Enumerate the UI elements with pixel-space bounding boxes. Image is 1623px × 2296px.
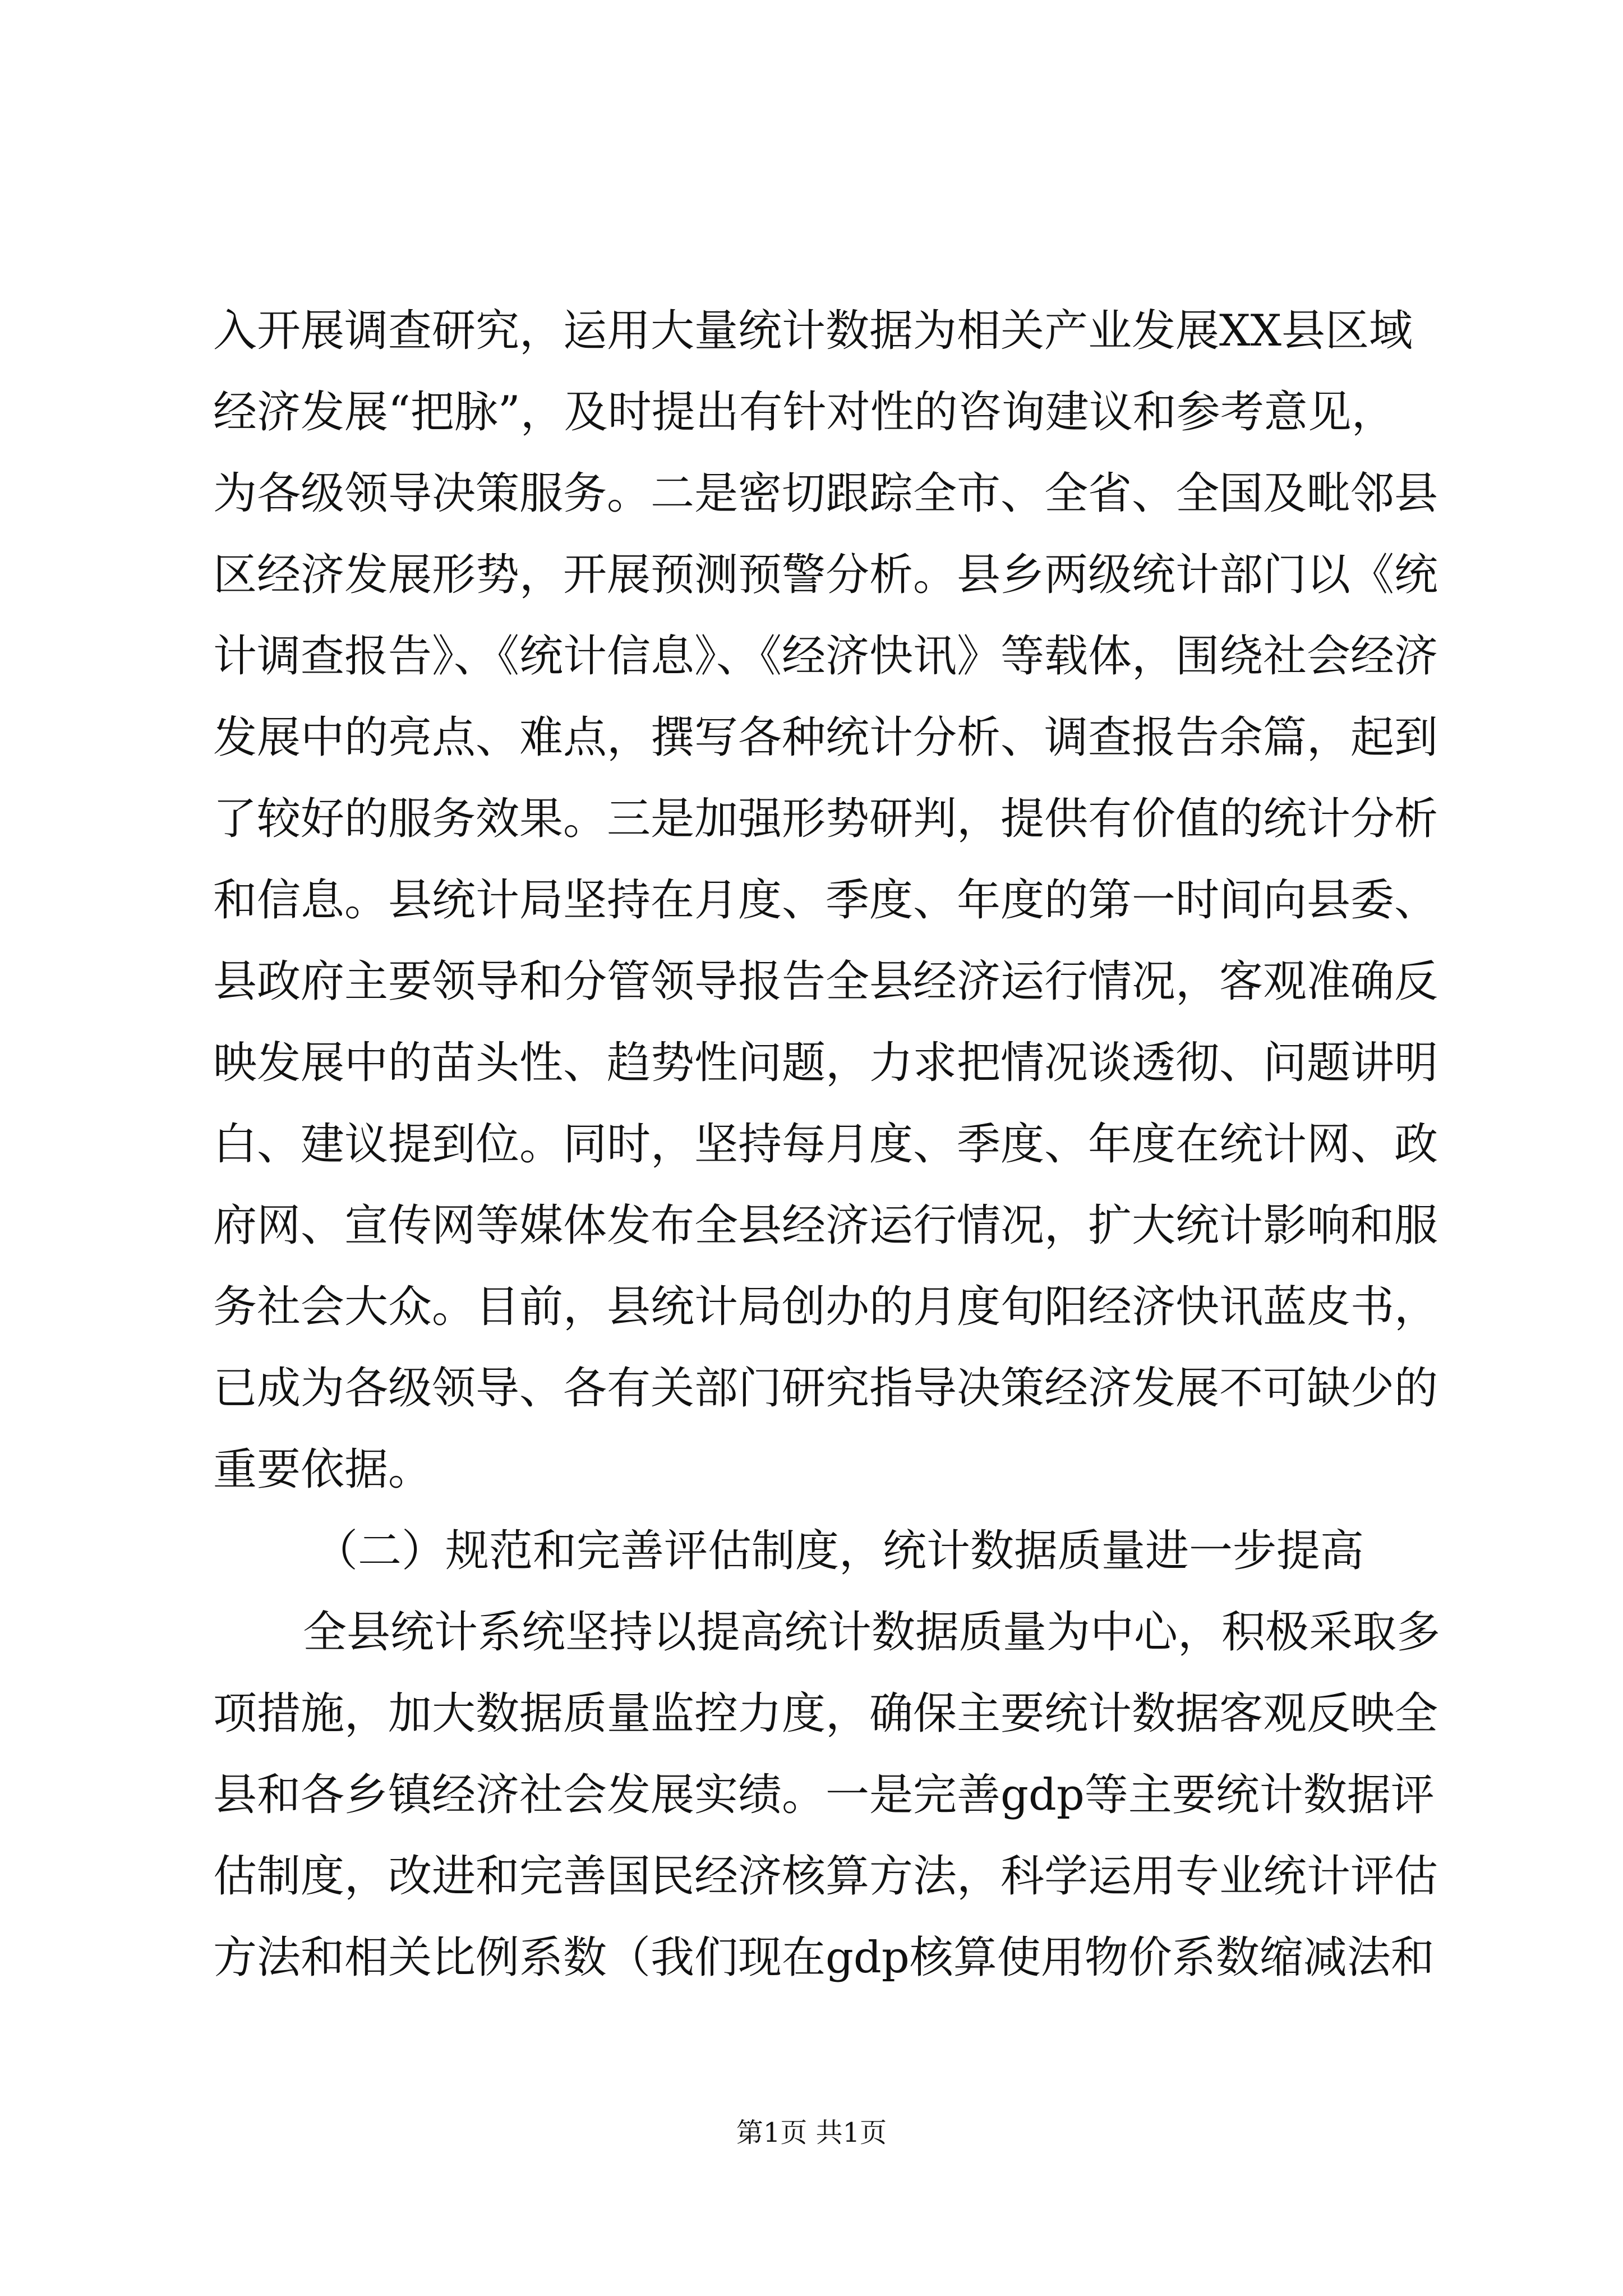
- body-text-line: 计调查报告》、《统计信息》、《经济快讯》等载体，围绕社会经济: [213, 631, 1438, 682]
- body-text-line: 区经济发展形势，开展预测预警分析。县乡两级统计部门以《统: [213, 550, 1438, 600]
- body-text-line: 白、建议提到位。同时，坚持每月度、季度、年度在统计网、政: [213, 1119, 1438, 1170]
- body-text-line: 和信息。县统计局坚持在月度、季度、年度的第一时间向县委、: [213, 875, 1438, 926]
- body-text-line: 方法和相关比例系数（我们现在gdp核算使用物价系数缩减法和: [213, 1932, 1435, 1983]
- body-text-line: 映发展中的苗头性、趋势性问题，力求把情况谈透彻、问题讲明: [213, 1038, 1438, 1088]
- body-text-line: 经济发展“把脉”，及时提出有针对性的咨询建议和参考意见，: [213, 387, 1395, 438]
- body-text-line: 了较好的服务效果。三是加强形势研判，提供有价值的统计分析: [213, 794, 1438, 844]
- body-text-line: 为各级领导决策服务。二是密切跟踪全市、全省、全国及毗邻县: [213, 468, 1438, 519]
- page-footer: 第1页 共1页: [736, 2117, 887, 2148]
- body-text-line: 发展中的亮点、难点，撰写各种统计分析、调查报告余篇，起到: [213, 712, 1438, 763]
- body-text-line: 县政府主要领导和分管领导报告全县经济运行情况，客观准确反: [213, 956, 1438, 1007]
- body-text-line: 务社会大众。目前，县统计局创办的月度旬阳经济快讯蓝皮书，: [213, 1282, 1438, 1332]
- body-text-line: 府网、宣传网等媒体发布全县经济运行情况，扩大统计影响和服: [213, 1200, 1438, 1251]
- section-heading: （二）规范和完善评估制度，统计数据质量进一步提高: [314, 1526, 1364, 1576]
- body-text-line: 全县统计系统坚持以提高统计数据质量为中心，积极采取多: [303, 1607, 1441, 1658]
- body-text-line: 估制度，改进和完善国民经济核算方法，科学运用专业统计评估: [213, 1851, 1438, 1902]
- body-text-line: 重要依据。: [213, 1444, 432, 1495]
- body-text-line: 项措施，加大数据质量监控力度，确保主要统计数据客观反映全: [213, 1688, 1438, 1739]
- body-text-line: 县和各乡镇经济社会发展实绩。一是完善gdp等主要统计数据评: [213, 1770, 1435, 1820]
- body-text-line: 入开展调查研究，运用大量统计数据为相关产业发展XX县区域: [213, 306, 1413, 356]
- body-text-line: 已成为各级领导、各有关部门研究指导决策经济发展不可缺少的: [213, 1363, 1438, 1414]
